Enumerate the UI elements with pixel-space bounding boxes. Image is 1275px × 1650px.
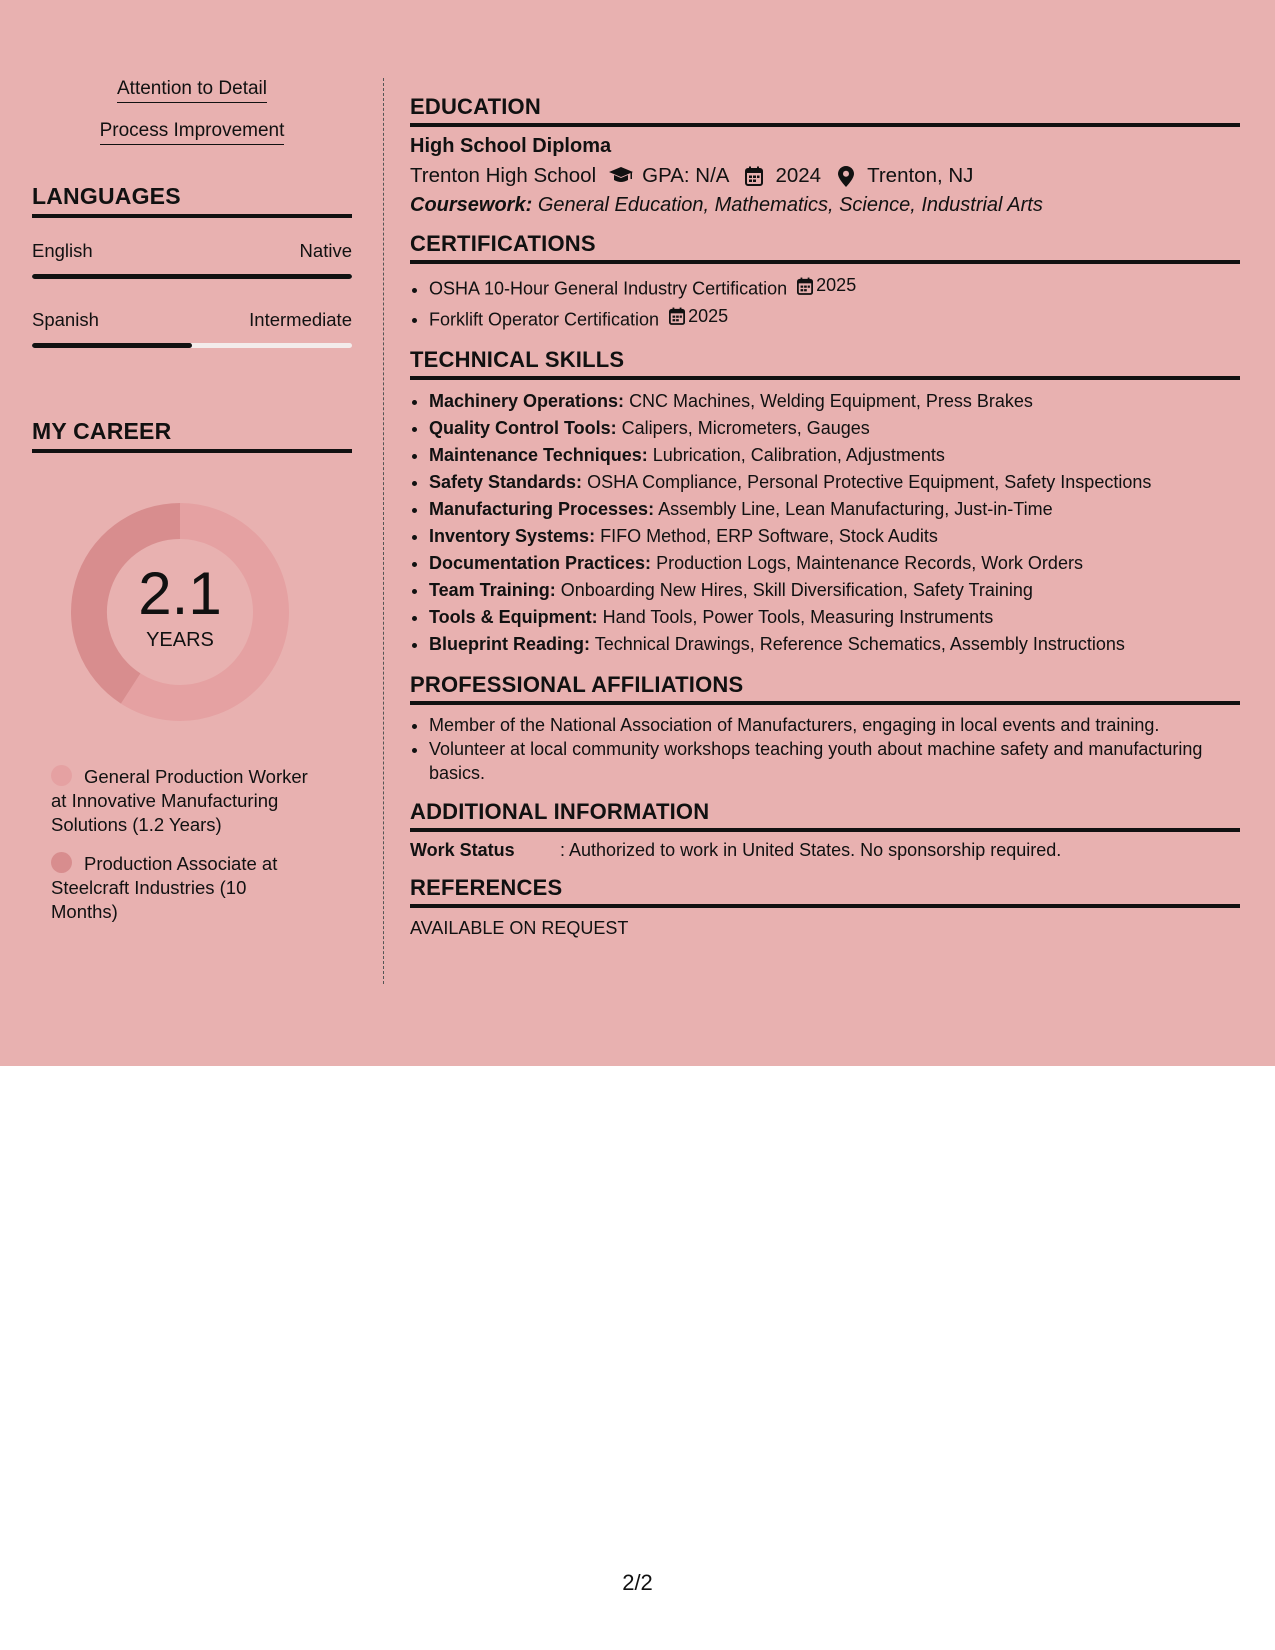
certification-name: OSHA 10-Hour General Industry Certification	[429, 278, 788, 299]
technical-skill-item	[429, 604, 1240, 631]
certification-date	[669, 303, 728, 330]
calendar-icon	[797, 277, 816, 295]
work-status-label: Work Status	[410, 840, 515, 860]
education-title: EDUCATION	[410, 94, 1240, 127]
right-column	[410, 94, 1240, 939]
coursework-label: Coursework:	[410, 194, 533, 216]
certification-year: 2025	[688, 305, 729, 326]
career-legend-dot	[51, 852, 72, 873]
additional-info-title: ADDITIONAL INFORMATION	[410, 799, 1240, 832]
coursework-value: General Education, Mathematics, Science, Industrial Arts	[537, 194, 1043, 216]
career-legend	[51, 765, 313, 924]
education-year: 2024	[775, 164, 822, 187]
language-proficiency-fill	[32, 343, 192, 348]
technical-skill-item	[429, 496, 1240, 523]
certification-date	[797, 272, 856, 299]
technical-skill-value: CNC Machines, Welding Equipment, Press Brakes	[629, 391, 1033, 411]
education-coursework	[410, 194, 1240, 217]
technical-skill-value: Assembly Line, Lean Manufacturing, Just-in-Time	[658, 499, 1053, 519]
education-meta	[410, 164, 1240, 188]
certification-item	[429, 303, 1240, 334]
certification-item	[429, 272, 1240, 303]
technical-skill-value: FIFO Method, ERP Software, Stock Audits	[600, 526, 938, 546]
work-status-row	[410, 840, 1240, 861]
language-level: Native	[299, 240, 352, 261]
education-school: Trenton High School	[410, 164, 597, 187]
career-legend-item	[51, 765, 313, 837]
technical-skill-value: Onboarding New Hires, Skill Diversification, Safety Training	[560, 580, 1033, 600]
technical-skill-value: Production Logs, Maintenance Records, Work Orders	[656, 553, 1083, 573]
certifications-list	[410, 272, 1240, 333]
technical-skill-item	[429, 523, 1240, 550]
technical-skill-value: Hand Tools, Power Tools, Measuring Instruments	[602, 607, 994, 627]
technical-skill-label: Safety Standards:	[429, 472, 583, 492]
education-degree: High School Diploma	[410, 135, 612, 157]
certifications-title: CERTIFICATIONS	[410, 231, 1240, 264]
language-proficiency-bar	[32, 274, 352, 279]
affiliations-list	[410, 713, 1240, 785]
languages-list	[32, 240, 352, 348]
technical-skill-label: Manufacturing Processes:	[429, 499, 655, 519]
technical-skill-label: Tools & Equipment:	[429, 607, 598, 627]
language-proficiency-bar	[32, 343, 352, 348]
calendar-icon	[669, 307, 688, 325]
technical-skills-title: TECHNICAL SKILLS	[410, 347, 1240, 380]
column-divider	[383, 78, 384, 984]
technical-skill-label: Blueprint Reading:	[429, 634, 590, 654]
technical-skill-label: Documentation Practices:	[429, 553, 652, 573]
language-level: Intermediate	[249, 309, 352, 330]
left-column	[32, 78, 352, 939]
affiliations-title: PROFESSIONAL AFFILIATIONS	[410, 672, 1240, 705]
education-gpa: GPA: N/A	[642, 164, 730, 187]
technical-skill-label: Machinery Operations:	[429, 391, 625, 411]
language-row	[32, 309, 352, 331]
technical-skills-list	[410, 388, 1240, 658]
technical-skill-item	[429, 415, 1240, 442]
technical-skill-label: Maintenance Techniques:	[429, 445, 648, 465]
language-name: Spanish	[32, 309, 99, 330]
technical-skill-item	[429, 442, 1240, 469]
technical-skill-label: Quality Control Tools:	[429, 418, 617, 438]
technical-skill-item	[429, 469, 1240, 496]
education-location: Trenton, NJ	[867, 164, 974, 187]
career-legend-label: Production Associate at Steelcraft Industries (10 Months)	[51, 853, 278, 922]
affiliation-item: • Volunteer at local community workshops teaching youth about machine safety and manufacturing basics.	[429, 737, 1240, 785]
career-donut	[65, 497, 295, 727]
languages-title: LANGUAGES	[32, 183, 352, 218]
references-text: AVAILABLE ON REQUEST	[410, 918, 629, 938]
certification-year: 2025	[816, 275, 857, 295]
location-pin-icon	[833, 165, 859, 187]
career-legend-label: General Production Worker at Innovative Manufacturing Solutions (1.2 Years)	[51, 766, 308, 835]
technical-skill-value: OSHA Compliance, Personal Protective Equipment, Safety Inspections	[587, 472, 1152, 492]
references-title: REFERENCES	[410, 875, 1240, 908]
language-proficiency-fill	[32, 274, 352, 279]
graduation-cap-icon	[608, 165, 634, 187]
technical-skill-item	[429, 577, 1240, 604]
technical-skill-label: Inventory Systems:	[429, 526, 596, 546]
calendar-icon	[741, 165, 767, 187]
affiliation-item: • Member of the National Association of Manufacturers, engaging in local events and training.	[429, 713, 1240, 737]
career-legend-item	[51, 852, 313, 924]
page-number: 2/2	[622, 1570, 653, 1595]
language-row	[32, 240, 352, 262]
technical-skill-value: Calipers, Micrometers, Gauges	[621, 418, 870, 438]
technical-skill-item	[429, 550, 1240, 577]
language-name: English	[32, 240, 93, 261]
career-years-unit: YEARS	[146, 629, 214, 651]
technical-skill-label: Team Training:	[429, 580, 556, 600]
career-total-years: 2.1	[138, 560, 222, 627]
technical-skill-value: Lubrication, Calibration, Adjustments	[652, 445, 945, 465]
technical-skill-item	[429, 631, 1240, 658]
skill-item: Process Improvement	[100, 120, 285, 145]
career-title: MY CAREER	[32, 418, 352, 453]
skill-item: Attention to Detail	[117, 78, 267, 103]
technical-skill-value: Technical Drawings, Reference Schematics, Assembly Instructions	[594, 634, 1125, 654]
career-legend-dot	[51, 765, 72, 786]
technical-skill-item	[429, 388, 1240, 415]
certification-name: Forklift Operator Certification	[429, 309, 660, 329]
work-status-value: : Authorized to work in United States. No sponsorship required.	[560, 840, 1062, 860]
